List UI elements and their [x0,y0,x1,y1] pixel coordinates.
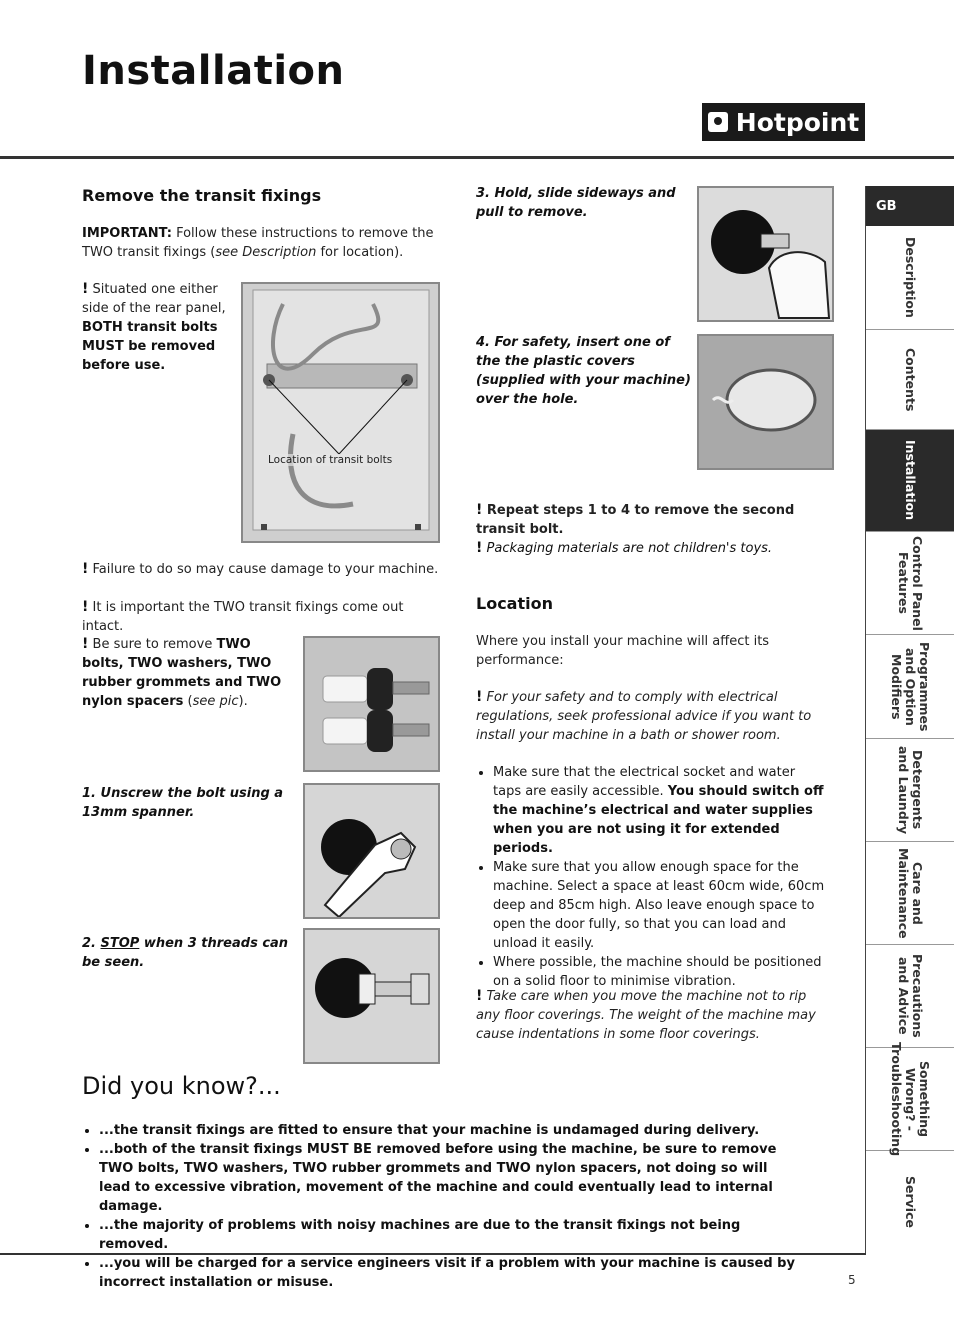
list-item: • ...the majority of problems with noisy machines are due to the transit fixings not being removed. [99,1216,802,1254]
list-item: • ...the transit fixings are fitted to ensure that your machine is undamaged during delivery. [99,1121,802,1140]
bolt-threads-illustration [305,930,438,1062]
location-intro: Where you install your machine will affect its performance: [476,634,770,668]
tab-care-maintenance[interactable]: Care and Maintenance [866,842,954,945]
step-1-photo [303,783,440,919]
remove-parts-note: ! Be sure to remove TWO bolts, TWO washers, TWO rubber grommets and TWO nylon spacers (see pic). [82,636,282,709]
list-item: • Make sure that you allow enough space for the machine. Select a space at least 60cm wide, 60cm deep and 85cm high. Also leave enough space to open the door fully, so that you can load and unload it easily. [493,858,826,953]
packaging-warning: ! Packaging materials are not children's toys. [476,540,773,556]
tab-contents[interactable]: Contents [866,330,954,430]
important-label: IMPORTANT: [82,226,172,241]
language-tab-gb[interactable]: GB [866,186,954,226]
transit-parts-photo [303,636,440,772]
hotpoint-logo-icon [708,112,728,132]
tab-precautions-advice[interactable]: Precautions and Advice [866,945,954,1048]
step-3: 3. Hold, slide sideways and pull to remove. [476,186,676,220]
safety-note: ! For your safety and to comply with electrical regulations, seek professional advice if you want to install your machine in a bath or shower room. [476,689,812,743]
brand-name: Hotpoint [735,107,860,137]
did-you-know-list [82,1121,802,1292]
tab-troubleshooting[interactable]: Something Wrong? - Troubleshooting [866,1048,954,1151]
situated-note: ! Situated one either side of the rear panel, BOTH transit bolts MUST be removed before use. [82,281,226,373]
list-item: • ...both of the transit fixings MUST BE removed before using the machine, be sure to remove TWO bolts, TWO washers, TWO rubber grommets and TWO nylon spacers, not doing so will lead to excessive vibration, movement of the machine and could eventually lead to internal damage. [99,1140,802,1216]
stop-emphasis: STOP [100,936,140,951]
location-heading: Location [476,594,553,613]
floor-care-note: ! Take care when you move the machine not to rip any floor coverings. The weight of the machine may cause indentations in some floor coverings. [476,988,816,1042]
transit-bolts-caption: Location of transit bolts [268,454,393,466]
page-number: 5 [848,1273,856,1287]
step-4-photo [697,334,834,470]
tab-service[interactable]: Service [903,1176,918,1228]
tab-installation[interactable]: Installation [866,430,954,532]
transit-heading: Remove the transit fixings [82,186,322,205]
repeat-steps-note: ! Repeat steps 1 to 4 to remove the second transit bolt. [476,502,795,537]
intact-warning: ! It is important the TWO transit fixings come out intact. [82,599,404,634]
step-4: 4. For safety, insert one of the the plastic covers (supplied with your machine) over the hole. [476,335,691,407]
footer-divider [0,1253,866,1255]
brand-logo [702,103,865,141]
failure-warning: ! Failure to do so may cause damage to your machine. [82,561,439,577]
page-title: Installation [82,48,345,94]
list-item: • ...you will be charged for a service engineers visit if a problem with your machine is caused by incorrect installation or misuse. [99,1254,802,1292]
did-you-know-heading: Did you know?... [82,1072,281,1100]
rear-panel-illustration [243,284,438,541]
tab-description[interactable]: Description [866,226,954,330]
tab-programmes-option-modifiers[interactable]: Programmes and Option Modifiers [866,635,954,739]
list-item: • Where possible, the machine should be positioned on a solid floor to minimise vibration. [493,953,826,991]
spanner-illustration [305,785,438,917]
location-bullets [476,763,826,991]
plastic-cover-illustration [699,336,832,468]
see-description-ref: see Description [215,245,317,260]
list-item: • Make sure that the electrical socket and water taps are easily accessible. You should switch off the machine’s electrical and water supplies when you are not using it for extended periods. [493,763,826,858]
pull-bolt-illustration [699,188,832,320]
step-3-photo [697,186,834,322]
important-note: IMPORTANT: Follow these instructions to remove the TWO transit fixings (see Description for location). [82,226,434,260]
rear-panel-photo [241,282,440,543]
tab-detergents-laundry[interactable]: Detergents and Laundry [866,739,954,842]
transit-parts-illustration [305,638,438,770]
step-1: 1. Unscrew the bolt using a 13mm spanner. [82,786,284,820]
tab-control-panel-features[interactable]: Control Panel Features [866,532,954,635]
step-2: 2. STOP when 3 threads can be seen. [82,936,289,970]
step-2-photo [303,928,440,1064]
header-divider [0,156,954,159]
